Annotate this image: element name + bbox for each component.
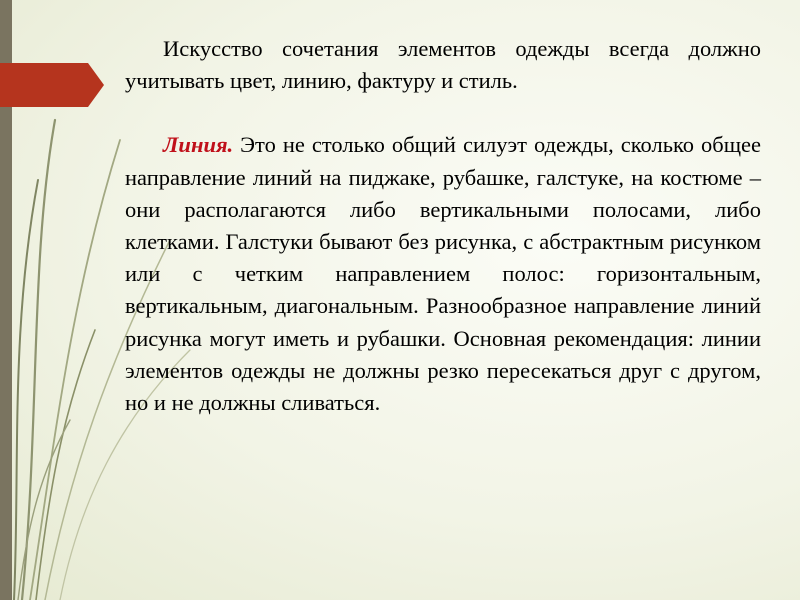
- paragraph-line-text: Это не столько общий силуэт одежды, сколько общее направление линий на пиджаке, рубашке, галстуке, на костюме – они располагаются либо вертикальными полосами, либо клетками. Галстуки бывают без рисунка, с абстрактным рисунком или с четким направлением полос: горизонтальным, вертикальным, диагональным. Разнообразное направление линий рисунка могут иметь и рубашки. Основная рекомендация: линии элементов одежды не должны резко пересекаться друг с другом, но и не должны сливаться.: [125, 132, 761, 416]
- red-arrow-shape: [0, 0, 110, 110]
- term-line: Линия.: [163, 132, 234, 158]
- slide-text-body: [125, 33, 761, 419]
- paragraph-intro: Искусство сочетания элементов одежды всегда должно учитывать цвет, линию, фактуру и стиль.: [125, 36, 761, 94]
- paragraph-line: [125, 129, 761, 419]
- paragraph-spacer: [125, 97, 761, 129]
